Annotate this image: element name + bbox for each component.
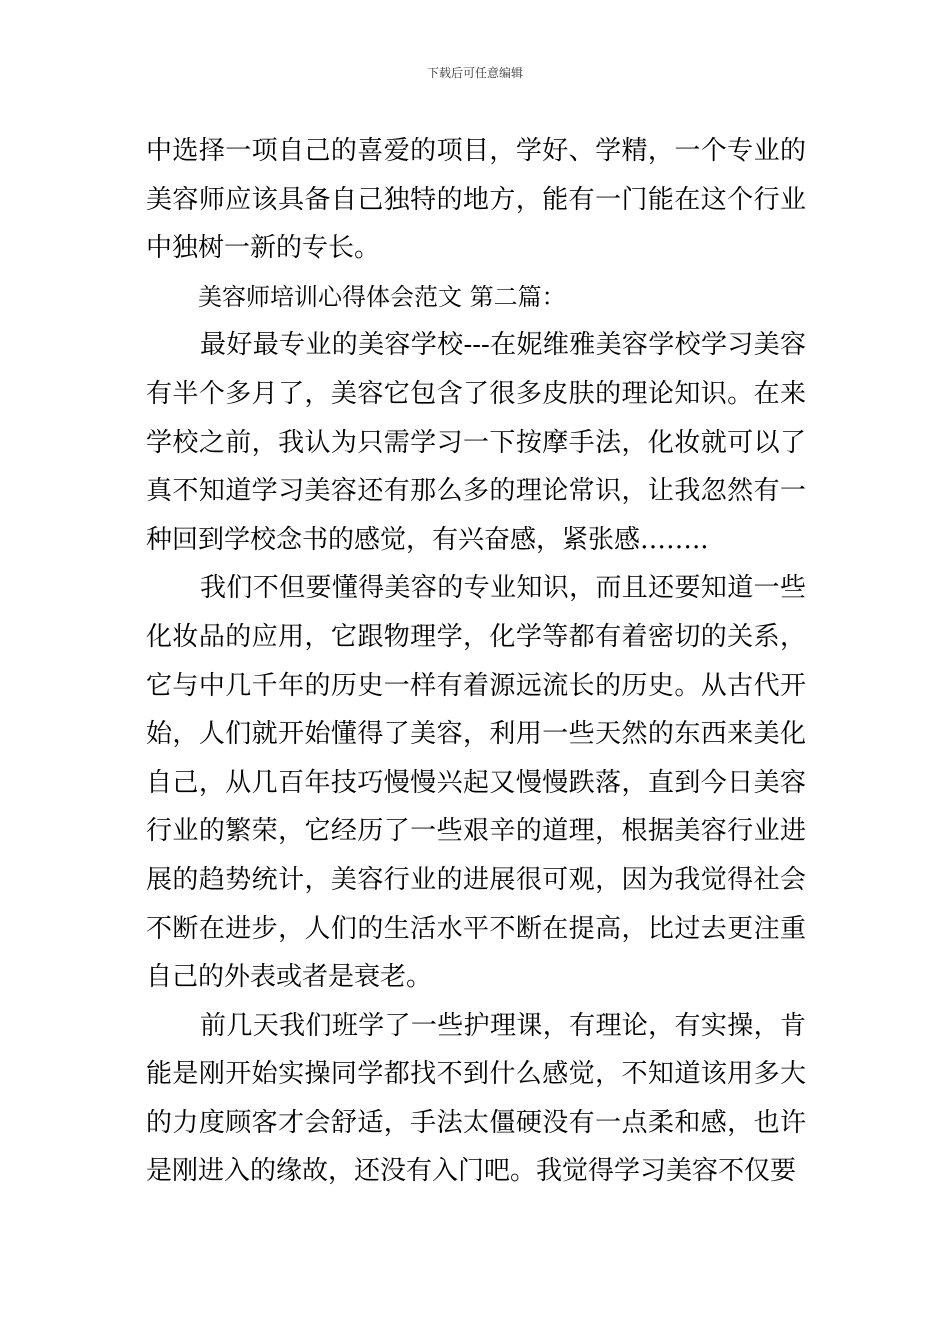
paragraph-3: 前几天我们班学了一些护理课，有理论，有实操，肯能是刚开始实操同学都找不到什么感觉，不知道该用多大的力度顾客才会舒适，手法太僵硬没有一点柔和感，也许是刚进入的缘故，还没有入门吧。我觉得学习美容不仅要 [146,1010,806,1187]
document-body [146,127,806,1196]
paragraph-2: 我们不但要懂得美容的专业知识，而且还要知道一些化妆品的应用，它跟物理学，化学等都有着密切的关系，它与中几千年的历史一样有着源远流长的历史。从古代开始，人们就开始懂得了美容，利用一些天然的东西来美化自己，从几百年技巧慢慢兴起又慢慢跌落，直到今日美容行业的繁荣，它经历了一些艰辛的道理，根据美容行业进展的趋势统计，美容行业的进展很可观，因为我觉得社会不断在进步，人们的生活水平不断在提高，比过去更注重自己的外表或者是衰老。 [146,573,806,993]
page-header-note: 下载后可任意编辑 [426,66,523,80]
paragraph-1: 最好最专业的美容学校---在妮维雅美容学校学习美容有半个多月了，美容它包含了很多皮肤的理论知识。在来学校之前，我认为只需学习一下按摩手法，化妆就可以了真不知道学习美容还有那么多的理论常识，让我忽然有一种回到学校念书的感觉，有兴奋感，紧张感…….. [146,330,806,555]
paragraph-continued: 中选择一项自己的喜爱的项目，学好、学精，一个专业的美容师应该具备自己独特的地方，能有一门能在这个行业中独树一新的专长。 [146,136,806,264]
section-title: 美容师培训心得体会范文 第二篇： [198,282,566,311]
